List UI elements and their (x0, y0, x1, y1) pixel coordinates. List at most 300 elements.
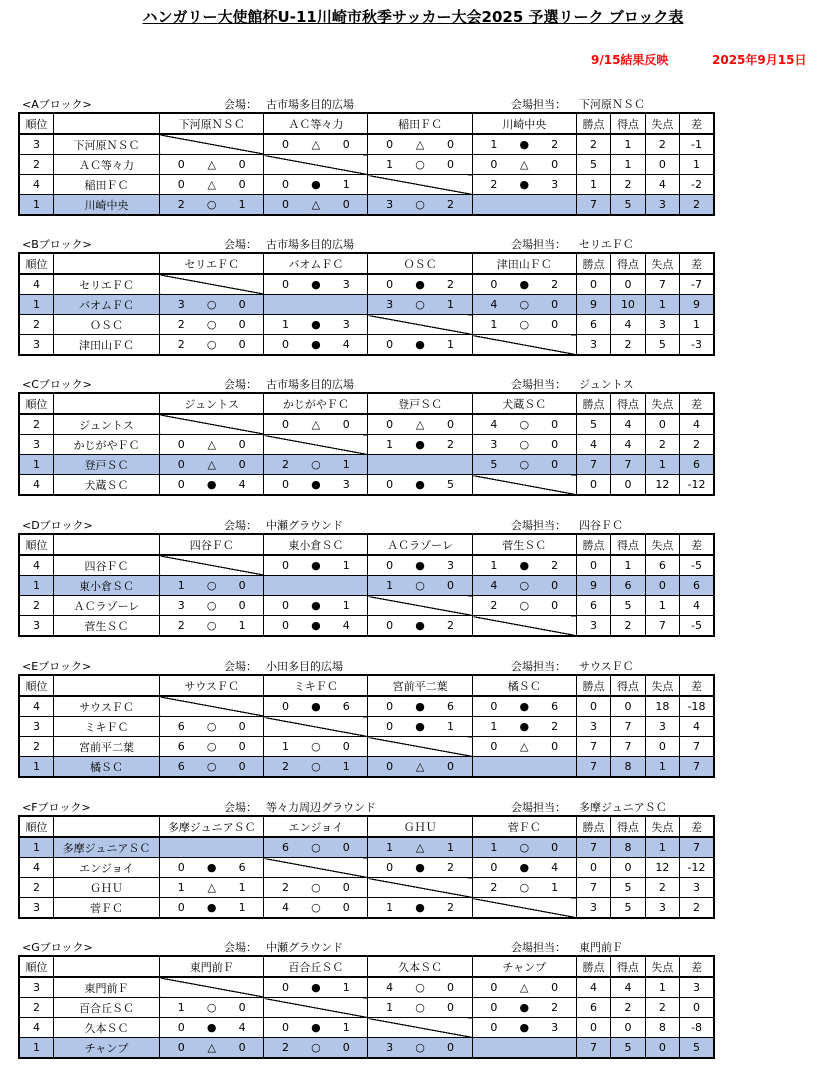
goals-for-cell: 0 (611, 1018, 645, 1038)
result-mark: △ (520, 981, 529, 994)
rank-cell: 3 (19, 435, 53, 455)
score-own: 0 (281, 700, 289, 713)
match-result-cell (160, 576, 264, 596)
goals-against-cell: 7 (645, 274, 679, 295)
staff-name: 下河原ＮＳＣ (579, 98, 645, 111)
points-cell: 9 (576, 576, 610, 596)
score (160, 901, 263, 914)
result-mark: △ (207, 178, 216, 191)
staff-label: 会場担当： (511, 519, 566, 532)
block-header (18, 935, 715, 955)
goals-against-cell: 3 (645, 195, 679, 216)
match-result-cell (160, 878, 264, 898)
goals-for-cell: 8 (611, 837, 645, 858)
score-own: 4 (490, 418, 498, 431)
score-own: 0 (490, 1001, 498, 1014)
match-result-cell (472, 134, 576, 155)
goals-for-cell: 6 (611, 576, 645, 596)
score-own: 0 (490, 700, 498, 713)
score-own: 3 (490, 438, 498, 451)
score-own: 4 (281, 901, 289, 914)
standings-table (18, 955, 715, 1059)
match-result-cell (264, 315, 368, 335)
block-name: <Bブロック> (22, 238, 92, 251)
score-own: 0 (386, 278, 394, 291)
points-cell: 1 (576, 175, 610, 195)
score (264, 599, 367, 612)
goals-for-cell: 1 (611, 555, 645, 576)
result-mark: ○ (415, 198, 425, 211)
match-result-cell (264, 1018, 368, 1038)
rank-header: 順位 (19, 253, 53, 274)
result-mark: ● (519, 1001, 530, 1014)
score-own: 2 (490, 178, 498, 191)
table-row (19, 475, 714, 496)
score-own: 1 (281, 318, 289, 331)
score-opponent: 3 (551, 1021, 559, 1034)
match-result-cell (160, 295, 264, 315)
points-cell: 3 (576, 898, 610, 919)
result-mark: ○ (206, 760, 217, 773)
match-result-cell (160, 596, 264, 616)
self-match-cell (264, 717, 368, 737)
score-opponent: 0 (446, 418, 454, 431)
score-own: 3 (386, 1041, 394, 1054)
block-name: <Aブロック> (22, 98, 92, 111)
goals-for-cell: 7 (611, 455, 645, 475)
rank-cell: 2 (19, 596, 53, 616)
rank-cell: 1 (19, 837, 53, 858)
score-own: 2 (281, 458, 289, 471)
goals-for-cell: 1 (611, 134, 645, 155)
score-own: 1 (386, 901, 394, 914)
score-own: 1 (490, 318, 498, 331)
score-opponent: 3 (342, 318, 350, 331)
result-mark: ● (311, 278, 321, 291)
score (368, 438, 471, 451)
goal-diff-cell: 3 (680, 977, 714, 998)
goal-diff-cell: -1 (680, 134, 714, 155)
match-result-cell (264, 274, 368, 295)
match-result-cell (368, 696, 472, 717)
result-mark: ● (311, 178, 321, 191)
rank-cell: 2 (19, 878, 53, 898)
score (264, 760, 367, 773)
table-row (19, 455, 714, 475)
score (264, 901, 367, 914)
score-own: 6 (281, 841, 289, 854)
points-cell: 7 (576, 837, 610, 858)
score (264, 1041, 367, 1054)
goals-against-cell: 3 (645, 315, 679, 335)
match-result-cell (472, 155, 576, 175)
score (160, 599, 263, 612)
points-cell: 7 (576, 455, 610, 475)
block-header (18, 513, 715, 533)
score-own: 0 (177, 1021, 185, 1034)
match-result-cell (368, 155, 472, 175)
goals-against-cell: 4 (645, 175, 679, 195)
match-result-cell (472, 295, 576, 315)
score-own: 2 (281, 1041, 289, 1054)
score-opponent: 2 (551, 1001, 559, 1014)
score (473, 599, 576, 612)
venue-label: 会場： (224, 378, 257, 391)
result-mark: ● (206, 901, 217, 914)
score (160, 720, 263, 733)
score-own: 0 (177, 901, 185, 914)
points-cell: 6 (576, 596, 610, 616)
goals-for-cell: 2 (611, 335, 645, 356)
self-match-cell (368, 455, 472, 475)
score (473, 138, 576, 151)
rank-cell: 4 (19, 1018, 53, 1038)
match-result-cell (368, 274, 472, 295)
score (368, 138, 471, 151)
score-opponent: 0 (342, 138, 350, 151)
result-mark: ● (415, 559, 425, 572)
score-own: 0 (490, 981, 498, 994)
score (473, 438, 576, 451)
match-result-cell (264, 977, 368, 998)
result-mark: ● (519, 1021, 530, 1034)
match-result-cell (264, 475, 368, 496)
result-mark: △ (207, 881, 216, 894)
score-own: 4 (490, 298, 498, 311)
result-mark: ○ (206, 198, 217, 211)
score-own: 3 (177, 599, 185, 612)
score (368, 1041, 471, 1054)
goals-against-cell: 1 (645, 596, 679, 616)
rank-header: 順位 (19, 534, 53, 555)
table-row (19, 175, 714, 195)
score-opponent: 0 (446, 1041, 454, 1054)
match-result-cell (368, 435, 472, 455)
goals-for-cell: 2 (611, 175, 645, 195)
score-opponent: 1 (238, 619, 246, 632)
result-mark: ● (311, 981, 321, 994)
score (160, 298, 263, 311)
staff-name: ジュントス (579, 378, 634, 391)
score (368, 198, 471, 211)
standings-table (18, 815, 715, 919)
goals-for-cell: 0 (611, 475, 645, 496)
team-name: セリエＦＣ (53, 274, 159, 295)
result-mark: △ (415, 418, 425, 431)
score (368, 981, 471, 994)
score (160, 619, 263, 632)
points-cell: 2 (576, 134, 610, 155)
goals-against-cell: 0 (645, 576, 679, 596)
score (160, 1001, 263, 1014)
team-name: エンジョイ (53, 858, 159, 878)
goal-diff-cell: 0 (680, 998, 714, 1018)
goals-for-cell: 5 (611, 898, 645, 919)
venue-label: 会場： (224, 519, 257, 532)
points-header: 勝点 (576, 956, 610, 977)
score (160, 198, 263, 211)
score-own: 1 (490, 138, 498, 151)
rank-cell: 2 (19, 414, 53, 435)
match-result-cell (472, 414, 576, 435)
goals-against-cell: 1 (645, 295, 679, 315)
points-cell: 0 (576, 475, 610, 496)
result-mark: ○ (206, 338, 217, 351)
result-mark: ○ (206, 298, 217, 311)
goals-against-cell: 3 (645, 717, 679, 737)
goals-against-cell: 2 (645, 435, 679, 455)
score (473, 418, 576, 431)
match-result-cell (264, 696, 368, 717)
opponent-header: 登戸ＳＣ (368, 393, 472, 414)
team-header-blank (53, 534, 159, 555)
score-opponent: 3 (551, 178, 559, 191)
score-opponent: 1 (342, 760, 350, 773)
team-name: かじがやＦＣ (53, 435, 159, 455)
result-mark: ● (519, 559, 530, 572)
result-mark: ● (519, 720, 530, 733)
goal-diff-cell: 3 (680, 878, 714, 898)
score-own: 0 (490, 861, 498, 874)
score-own: 0 (281, 198, 289, 211)
result-mark: ● (311, 599, 321, 612)
score-own: 0 (490, 1021, 498, 1034)
score (473, 861, 576, 874)
score-own: 0 (281, 478, 289, 491)
score-opponent: 2 (446, 278, 454, 291)
result-mark: ○ (206, 720, 217, 733)
goal-diff-cell: 1 (680, 155, 714, 175)
result-mark: ○ (206, 599, 217, 612)
score-own: 1 (386, 1001, 394, 1014)
score-opponent: 0 (446, 1001, 454, 1014)
block-header (18, 654, 715, 674)
team-name: 四谷ＦＣ (53, 555, 159, 576)
result-mark: ○ (519, 458, 530, 471)
result-mark: ○ (415, 1041, 425, 1054)
table-row (19, 837, 714, 858)
points-cell: 5 (576, 155, 610, 175)
match-result-cell (472, 435, 576, 455)
result-mark: ● (519, 178, 530, 191)
score (264, 318, 367, 331)
score (264, 338, 367, 351)
match-result-cell (264, 878, 368, 898)
score-opponent: 0 (238, 458, 246, 471)
match-result-cell (160, 475, 264, 496)
table-row (19, 858, 714, 878)
match-result-cell (368, 757, 472, 778)
block-b (18, 232, 715, 367)
table-row (19, 616, 714, 637)
score (368, 841, 471, 854)
table-row (19, 717, 714, 737)
score-own: 1 (177, 881, 185, 894)
points-cell: 3 (576, 335, 610, 356)
staff-label: 会場担当： (511, 941, 566, 954)
score (473, 700, 576, 713)
team-name: ジュントス (53, 414, 159, 435)
score-opponent: 2 (446, 619, 454, 632)
score-own: 0 (177, 458, 185, 471)
result-mark: ● (415, 619, 425, 632)
self-match-cell (472, 195, 576, 216)
goal-diff-cell: 7 (680, 757, 714, 778)
match-result-cell (472, 1018, 576, 1038)
result-mark: ● (311, 478, 321, 491)
score (473, 158, 576, 171)
score (368, 278, 471, 291)
score-own: 1 (490, 720, 498, 733)
result-mark: ○ (415, 1001, 425, 1014)
result-mark: ○ (519, 418, 530, 431)
result-mark: ○ (311, 881, 321, 894)
points-cell: 3 (576, 717, 610, 737)
match-result-cell (368, 717, 472, 737)
venue-name: 古市場多目的広場 (266, 378, 354, 391)
table-row (19, 576, 714, 596)
score-opponent: 0 (342, 198, 350, 211)
match-result-cell (160, 1018, 264, 1038)
score (264, 458, 367, 471)
opponent-header: 久本ＳＣ (368, 956, 472, 977)
team-header-blank (53, 253, 159, 274)
score (368, 478, 471, 491)
result-mark: ● (311, 559, 321, 572)
score (368, 760, 471, 773)
opponent-header: ＡＣラゾーレ (368, 534, 472, 555)
score-own: 0 (177, 478, 185, 491)
score-opponent: 0 (551, 318, 559, 331)
score (473, 278, 576, 291)
self-match-cell (160, 555, 264, 576)
table-row (19, 195, 714, 216)
rank-cell: 1 (19, 757, 53, 778)
points-cell: 3 (576, 616, 610, 637)
score (368, 1001, 471, 1014)
team-name: ＧＨＵ (53, 878, 159, 898)
goals-for-cell: 5 (611, 195, 645, 216)
score (264, 740, 367, 753)
points-cell: 0 (576, 555, 610, 576)
score-opponent: 5 (446, 478, 454, 491)
score-opponent: 0 (551, 599, 559, 612)
self-match-cell (368, 878, 472, 898)
score (473, 579, 576, 592)
score (473, 178, 576, 191)
score-own: 6 (177, 760, 185, 773)
table-row (19, 414, 714, 435)
result-mark: △ (415, 841, 425, 854)
score-opponent: 4 (551, 861, 559, 874)
block-a (18, 92, 715, 227)
score-own: 1 (386, 841, 394, 854)
score (264, 619, 367, 632)
score-opponent: 0 (342, 841, 350, 854)
opponent-header: チャンプ (472, 956, 576, 977)
goals-for-cell: 8 (611, 757, 645, 778)
team-name: 多摩ジュニアＳＣ (53, 837, 159, 858)
rank-cell: 3 (19, 977, 53, 998)
match-result-cell (160, 737, 264, 757)
opponent-header: 多摩ジュニアＳＣ (160, 816, 264, 837)
team-name: ＡＣラゾーレ (53, 596, 159, 616)
score (160, 438, 263, 451)
result-mark: ● (519, 138, 530, 151)
match-result-cell (472, 576, 576, 596)
venue-label: 会場： (224, 660, 257, 673)
rank-cell: 4 (19, 475, 53, 496)
score (160, 1041, 263, 1054)
table-row (19, 998, 714, 1018)
result-mark: ○ (311, 458, 321, 471)
match-result-cell (368, 998, 472, 1018)
score-own: 2 (177, 338, 185, 351)
score-opponent: 0 (238, 178, 246, 191)
match-result-cell (472, 596, 576, 616)
match-result-cell (264, 134, 368, 155)
score-opponent: 3 (342, 278, 350, 291)
result-mark: ○ (415, 158, 425, 171)
result-mark: ● (415, 478, 425, 491)
opponent-header: 橘ＳＣ (472, 675, 576, 696)
score (160, 740, 263, 753)
score-opponent: 2 (446, 901, 454, 914)
score-own: 6 (177, 720, 185, 733)
goal-diff-header: 差 (680, 675, 714, 696)
points-cell: 4 (576, 977, 610, 998)
rank-header: 順位 (19, 675, 53, 696)
result-mark: △ (207, 158, 216, 171)
goals-for-header: 得点 (611, 956, 645, 977)
score-opponent: 0 (238, 338, 246, 351)
team-name: 犬蔵ＳＣ (53, 475, 159, 496)
goals-against-cell: 2 (645, 134, 679, 155)
team-name: 百合丘ＳＣ (53, 998, 159, 1018)
match-result-cell (472, 175, 576, 195)
score-own: 0 (177, 178, 185, 191)
score (264, 1021, 367, 1034)
score-opponent: 0 (238, 318, 246, 331)
match-result-cell (160, 1038, 264, 1059)
goal-diff-cell: 9 (680, 295, 714, 315)
table-row (19, 155, 714, 175)
self-match-cell (160, 837, 264, 858)
goals-for-header: 得点 (611, 393, 645, 414)
match-result-cell (160, 717, 264, 737)
score (160, 579, 263, 592)
score-own: 0 (177, 158, 185, 171)
match-result-cell (160, 858, 264, 878)
goal-diff-cell: 6 (680, 576, 714, 596)
points-cell: 0 (576, 696, 610, 717)
score-own: 3 (386, 198, 394, 211)
score-opponent: 0 (551, 158, 559, 171)
points-header: 勝点 (576, 253, 610, 274)
block-name: <Eブロック> (22, 660, 92, 673)
result-mark: ○ (311, 841, 321, 854)
self-match-cell (264, 295, 368, 315)
team-name: 菅ＦＣ (53, 898, 159, 919)
goal-diff-cell: -5 (680, 616, 714, 637)
score-opponent: 4 (238, 478, 246, 491)
goals-against-header: 失点 (645, 253, 679, 274)
opponent-header: 百合丘ＳＣ (264, 956, 368, 977)
opponent-header: バオムＦＣ (264, 253, 368, 274)
goals-against-header: 失点 (645, 816, 679, 837)
rank-cell: 2 (19, 315, 53, 335)
result-mark: ● (206, 478, 217, 491)
